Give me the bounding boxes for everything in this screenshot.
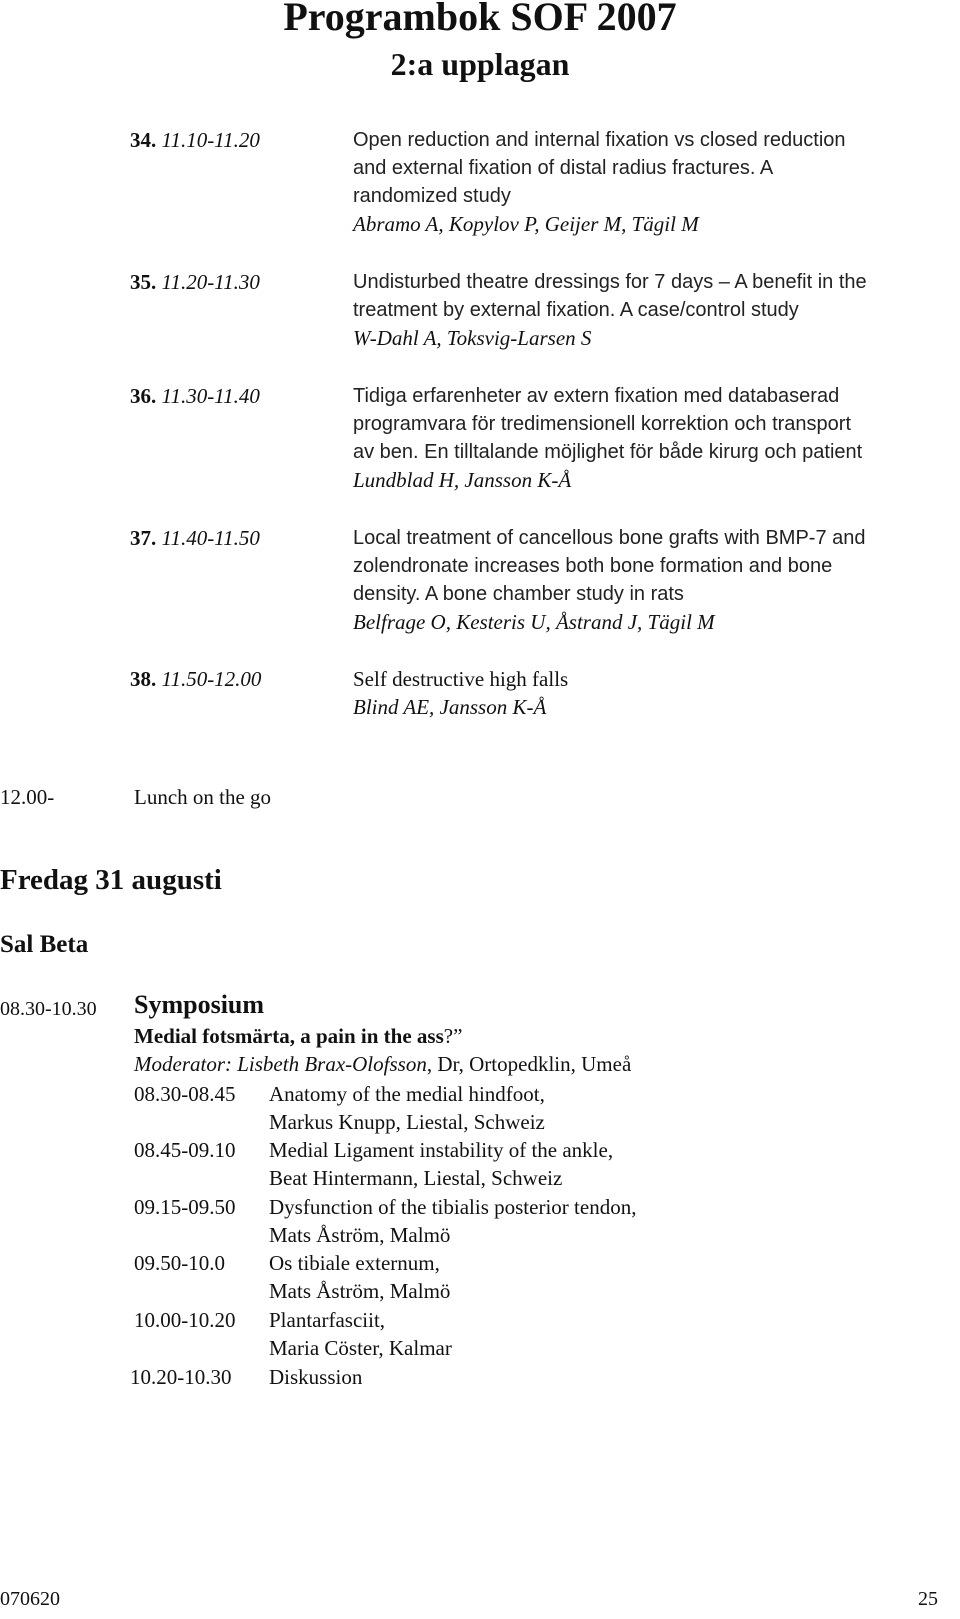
talk-title-line: programvara för tredimensionell korrektion och transport bbox=[353, 413, 851, 435]
page-subtitle: 2:a upplagan bbox=[390, 46, 570, 82]
lunch-text: Lunch on the go bbox=[134, 785, 272, 809]
symposium-subtitle-text: Medial fotsmärta, a pain in the ass bbox=[134, 1024, 444, 1048]
talk-time: 11.20-11.30 bbox=[161, 270, 260, 294]
schedule-title: Medial Ligament instability of the ankle, bbox=[269, 1138, 614, 1162]
talk-authors: W-Dahl A, Toksvig-Larsen S bbox=[353, 326, 592, 350]
talk-time: 11.30-11.40 bbox=[161, 384, 260, 408]
lunch-time: 12.00- bbox=[0, 785, 55, 809]
schedule-time: 08.45-09.10 bbox=[134, 1138, 236, 1162]
schedule-speaker: Markus Knupp, Liestal, Schweiz bbox=[269, 1110, 545, 1134]
room-heading: Sal Beta bbox=[0, 931, 89, 958]
talk-title-line: randomized study bbox=[353, 185, 511, 207]
symposium-title: Symposium bbox=[134, 990, 265, 1019]
page-title: Programbok SOF 2007 bbox=[283, 0, 677, 39]
talk-authors: Lundblad H, Jansson K-Å bbox=[353, 468, 572, 492]
talk-time: 11.10-11.20 bbox=[161, 128, 260, 152]
talk-authors: Blind AE, Jansson K-Å bbox=[353, 695, 547, 719]
talk-title-line: Open reduction and internal fixation vs closed reduction bbox=[353, 129, 846, 151]
footer-date: 070620 bbox=[0, 1588, 60, 1610]
talk-number: 37. bbox=[130, 526, 157, 550]
talk-title-line: Self destructive high falls bbox=[353, 667, 569, 691]
moderator-name: Moderator: Lisbeth Brax-Olofsson bbox=[134, 1052, 427, 1076]
talk-title-line: and external fixation of distal radius fractures. A bbox=[353, 157, 774, 179]
schedule-speaker: Mats Åström, Malmö bbox=[269, 1223, 451, 1247]
talk-number: 35. bbox=[130, 270, 157, 294]
talk-title-line: zolendronate increases both bone formation and bone bbox=[353, 555, 833, 577]
day-heading: Fredag 31 augusti bbox=[0, 864, 222, 896]
talk-title-line: Local treatment of cancellous bone grafts with BMP-7 and bbox=[353, 527, 866, 549]
schedule-title: Dysfunction of the tibialis posterior tendon, bbox=[269, 1195, 637, 1219]
moderator-line bbox=[134, 1050, 631, 1078]
talk-number: 36. bbox=[130, 384, 157, 408]
talk-number: 34. bbox=[130, 128, 157, 152]
talk-time: 11.50-12.00 bbox=[161, 667, 262, 691]
schedule-time: 08.30-08.45 bbox=[134, 1082, 236, 1106]
schedule-time: 09.15-09.50 bbox=[134, 1195, 236, 1219]
schedule-time: 10.00-10.20 bbox=[134, 1308, 236, 1332]
schedule-title: Diskussion bbox=[269, 1365, 363, 1389]
talk-authors: Abramo A, Kopylov P, Geijer M, Tägil M bbox=[353, 212, 699, 236]
schedule-time: 09.50-10.0 bbox=[134, 1251, 225, 1275]
schedule-speaker: Beat Hintermann, Liestal, Schweiz bbox=[269, 1166, 563, 1190]
page-number: 25 bbox=[918, 1588, 938, 1610]
symposium-subtitle bbox=[134, 1022, 462, 1050]
schedule-title: Anatomy of the medial hindfoot, bbox=[269, 1082, 545, 1106]
talk-title-line: Tidiga erfarenheter av extern fixation med databaserad bbox=[353, 385, 840, 407]
talk-title-line: Undisturbed theatre dressings for 7 days – A benefit in the bbox=[353, 271, 867, 293]
symposium-time: 08.30-10.30 bbox=[0, 998, 97, 1020]
talk-authors: Belfrage O, Kesteris U, Åstrand J, Tägil M bbox=[353, 610, 715, 634]
moderator-affiliation: , Dr, Ortopedklin, Umeå bbox=[426, 1052, 632, 1076]
talk-time: 11.40-11.50 bbox=[161, 526, 260, 550]
talk-title-line: av ben. En tilltalande möjlighet för både kirurg och patient bbox=[353, 441, 863, 463]
schedule-speaker: Maria Cöster, Kalmar bbox=[269, 1336, 452, 1360]
schedule-time: 10.20-10.30 bbox=[130, 1365, 232, 1389]
schedule-speaker: Mats Åström, Malmö bbox=[269, 1279, 451, 1303]
talk-title-line: density. A bone chamber study in rats bbox=[353, 583, 684, 605]
schedule-title: Os tibiale externum, bbox=[269, 1251, 440, 1275]
talk-title-line: treatment by external fixation. A case/control study bbox=[353, 299, 799, 321]
symposium-subtitle-end: ?” bbox=[443, 1024, 463, 1048]
talk-number: 38. bbox=[130, 667, 157, 691]
schedule-title: Plantarfasciit, bbox=[269, 1308, 386, 1332]
